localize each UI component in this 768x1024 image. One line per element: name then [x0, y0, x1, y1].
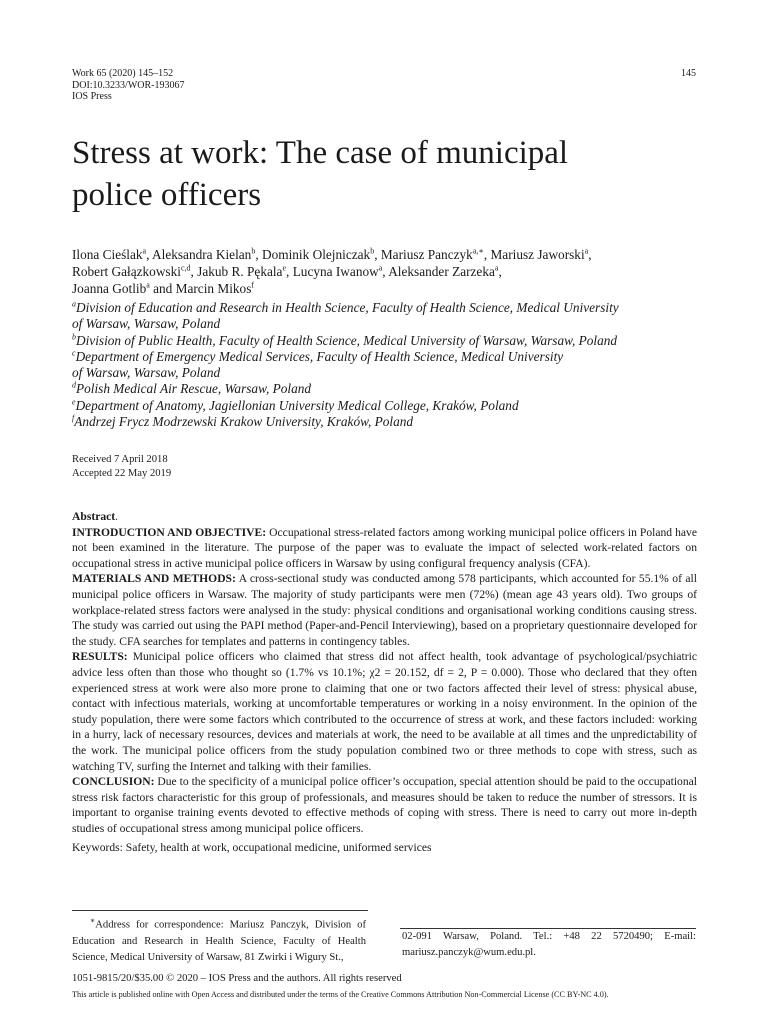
author-name: Lucyna Iwanow — [292, 264, 379, 279]
abstract: Abstract. INTRODUCTION AND OBJECTIVE: Occupational stress-related factors among working municipal police officers in Poland have not been examined in the literature. The purpose of the paper was to evaluate the impact of selected work-related factors on occupational stress in active municipal police officers in Warsaw by using configural frequency analysis (CFA). MATERIALS AND METHODS: A cross-sectional study was conducted among 578 participants, which accounted for 55.1% of all municipal police officers in Warsaw. The majority of study participants were men (72%) (mean age 43 years old). Two groups of workplace-related stress factors were analysed in the study: physical conditions and organisational working conditions causing stress. The study was carried out using the PAPI method (Paper-and-Pencil Interviewing), based on a proprietary questionnaire developed for the study. CFA searches for templates and patterns in contingency tables. RESULTS: Municipal police officers who claimed that stress did not affect health, took advantage of psychological/psychiatric advice less often than those who thought so (1.7% vs 10.1%; χ2 = 20.152, df = 2, P = 0.000). Those who declared that they often experienced stress at work were also more prone to claiming that one or two factors affected their level of stress: physical abuse, contact with infectious materials, working at uncomfortable temperatures or working in a noisy environment. In the opinion of the study population, there were some factors which contributed to the occurrence of stress at work, and these factors included: working in a hurry, lack of necessary resources, devices and materials at work, the need to be available at all times and the unpredictability of the work. The municipal police officers from the study population combined two or three methods to cope with stress, such as watching TV, surfing the Internet and talking with their families. CONCLUSION: Due to the specificity of a municipal police officer’s occupation, special attention should be paid to the occupational stress risk factors characteristic for this group of professionals, and measures should be taken to reduce the number of stressors. It is important to organise training events devoted to effective methods of coping with stress. There is need to carry out more in-depth studies of occupational stress among municipal police officers. — [72, 510, 698, 835]
author-name: Joanna Gotlib — [72, 281, 147, 296]
affiliation-item — [72, 300, 702, 316]
abstract-section — [72, 649, 697, 774]
abstract-section — [72, 525, 697, 572]
abstract-heading: Abstract — [72, 510, 116, 523]
affiliation-text: of Warsaw, Warsaw, Poland — [72, 316, 221, 332]
footnote-left-text: Address for correspondence: Mariusz Panczyk, Division of Education and Research in Health Science, Faculty of Health Science, Medical University of Warsaw, 81 Zwirki i Wigury St., — [72, 919, 366, 963]
author-affil-mark: a — [494, 263, 499, 273]
abstract-section-text: Occupational stress-related factors among working municipal police officers in Poland have not been examined in the literature. The purpose of the paper was to evaluate the impact of selected work-related factors on occupational stress in active municipal police officers in Warsaw by using configural frequency analysis (CFA). — [72, 525, 697, 570]
copyright-line: 1051-9815/20/$35.00 © 2020 – IOS Press and the authors. All rights reserved — [72, 973, 402, 984]
affiliation-text: Division of Public Health, Faculty of Health Science, Medical University of Warsaw, Warsaw, Poland — [76, 332, 618, 348]
affiliation-item — [72, 414, 702, 430]
affiliation-item — [72, 381, 702, 397]
author-list: Ilona Cieślak$^a$, Aleksandra Kielan$^b$, Dominik Olejniczak$^b$, Mariusz Panczyk$^{a,∗}$, Mariusz Jaworski$^a$, Robert Gałązkowski$^{c,d}$, Jakub R. Pękala$^e$, Lucyna Iwanow$^a$, Aleksander Zarzeka$^a$, Joanna Gotlib$^a$ and Marcin Mikos$^f$ — [72, 246, 592, 296]
abstract-section-label: CONCLUSION: — [72, 775, 155, 789]
abstract-section-text: A cross-sectional study was conducted among 578 participants, which accounted for 55.1% of all municipal police officers in Warsaw. The majority of study participants were men (72%) (mean age 43 years old). Two groups of workplace-related stress factors were analysed in the study: physical conditions and organisational working conditions causing stress. The study was carried out using the PAPI method (Paper-and-Pencil Interviewing), based on a proprietary questionnaire developed for the study. CFA searches for templates and patterns in contingency tables. — [72, 572, 697, 648]
author-affil-mark: b — [251, 246, 256, 256]
author-affil-mark: a — [378, 263, 383, 273]
affiliation-mark: c — [72, 348, 76, 358]
affiliation-list — [72, 300, 702, 430]
page-number: 145 — [681, 68, 696, 79]
author-name: Mariusz Jaworski — [490, 247, 585, 262]
author-name: Ilona Cieślak — [72, 247, 143, 262]
author-connector: and — [153, 281, 173, 296]
author-affil-mark: a — [142, 246, 147, 256]
affiliation-mark: d — [72, 381, 76, 391]
author-name: Robert Gałązkowski — [72, 264, 181, 279]
affiliation-mark: f — [72, 413, 75, 423]
submission-dates — [72, 453, 171, 481]
author-name: Aleksander Zarzeka — [388, 264, 495, 279]
affiliation-text: Polish Medical Air Rescue, Warsaw, Poland — [76, 381, 312, 397]
paper-title — [72, 132, 696, 216]
abstract-section-text: Due to the specificity of a municipal police officer’s occupation, special attention should be paid to the occupational stress risk factors characteristic for this group of professionals, and measures should be taken to reduce the number of stressors. It is important to organise training events devoted to effective methods of coping with stress. There is need to carry out more in-depth studies of occupational stress among municipal police officers. — [72, 775, 698, 835]
journal-citation — [72, 68, 185, 103]
author-name: Dominik Olejniczak — [262, 247, 371, 262]
abstract-section-label: INTRODUCTION AND OBJECTIVE: — [72, 525, 267, 539]
affiliation-text: Department of Anatomy, Jagiellonian University Medical College, Kraków, Poland — [75, 397, 519, 413]
footnote-rule — [72, 910, 368, 911]
affiliation-item — [72, 398, 702, 414]
author-name: Jakub R. Pękala — [197, 264, 283, 279]
abstract-section-label: RESULTS: — [72, 650, 128, 664]
abstract-section — [72, 571, 697, 649]
journal-line: Work 65 (2020) 145–152 — [72, 68, 174, 79]
affiliation-item — [72, 333, 702, 349]
received-date: Received 7 April 2018 — [72, 454, 168, 465]
keywords: Keywords: Safety, health at work, occupational medicine, uniformed services — [72, 841, 432, 854]
correspondence-footnote — [72, 913, 366, 966]
affiliation-text: Department of Emergency Medical Services, Faculty of Health Science, Medical University — [75, 348, 564, 364]
author-affil-mark: b — [370, 246, 375, 256]
affiliation-item — [72, 349, 702, 365]
abstract-section-label: MATERIALS AND METHODS: — [72, 572, 236, 586]
author-affil-mark: f — [251, 280, 255, 290]
author-name: Mariusz Panczyk — [380, 247, 473, 262]
doi-line: DOI:10.3233/WOR-193067 — [72, 79, 185, 91]
author-affil-mark: a — [584, 246, 589, 256]
affiliation-text: of Warsaw, Warsaw, Poland — [72, 365, 221, 381]
abstract-section — [72, 774, 697, 836]
author-affil-mark: c,d — [180, 263, 191, 273]
publisher-line: IOS Press — [72, 91, 112, 102]
abstract-section-text: Municipal police officers who claimed that stress did not affect health, took advantage of psychological/psychiatric advice less often than those who thought so (1.7% vs 10.1%; χ2 = 20.152, df = 2, P = 0.000). Those who declared that they often experienced stress at work were also more prone to claiming that one or two factors affected their level of stress: physical abuse, contact with infectious materials, working at uncomfortable temperatures or working in a noisy environment. In the opinion of the study population, there were some factors which contributed to the occurrence of stress at work, and these factors included: working in a hurry, lack of necessary resources, devices and materials at work, the need to be available at all times and the unpredictability of the work. The municipal police officers from the study population combined two or three methods to cope with stress, such as watching TV, surfing the Internet and talking with their families. — [72, 650, 697, 773]
affiliation-text: Andrzej Frycz Modrzewski Krakow University, Kraków, Poland — [74, 414, 414, 430]
author-affil-mark: a,∗ — [472, 246, 484, 256]
affiliation-mark: b — [72, 332, 76, 342]
title-line: police officers — [72, 177, 262, 213]
affiliation-mark: e — [72, 397, 76, 407]
author-name: Aleksandra Kielan — [152, 247, 252, 262]
author-name: Marcin Mikos — [175, 281, 252, 296]
license-line: This article is published online with Open Access and distributed under the terms of the Creative Commons Attribution Non-Commercial License (CC BY-NC 4.0). — [72, 990, 609, 999]
affiliation-mark: a — [72, 299, 76, 309]
footnote-marker: ∗ — [89, 916, 96, 925]
accepted-date: Accepted 22 May 2019 — [72, 468, 172, 479]
author-affil-mark: e — [282, 263, 287, 273]
affiliation-text: Division of Education and Research in Health Science, Faculty of Health Science, Medical University — [76, 300, 619, 315]
author-affil-mark: a — [146, 280, 150, 290]
footnote-right-text: 02-091 Warsaw, Poland. Tel.: +48 22 5720490; E-mail: mariusz.panczyk@wum.edu.pl. — [402, 931, 696, 958]
title-line: Stress at work: The case of municipal — [72, 135, 569, 171]
